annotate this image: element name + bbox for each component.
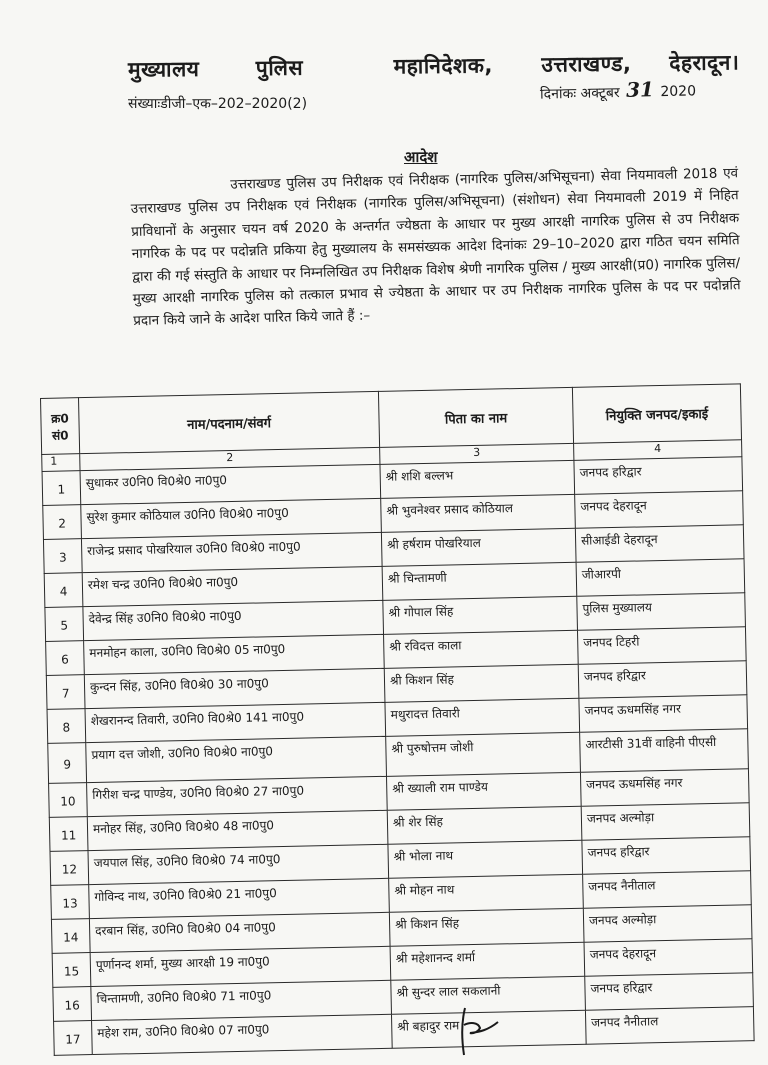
father-cell: श्री रविदत्त काला: [384, 630, 579, 668]
father-cell: श्री गोपाल सिंह: [383, 596, 578, 634]
serial-cell: 5: [45, 607, 84, 642]
column-number: 1: [42, 454, 80, 472]
serial-cell: 1: [42, 471, 81, 506]
title-part: मुख्यालय: [127, 56, 200, 82]
name-cell: राजेन्द्र प्रसाद पोखरियाल उ0नि0 वि0श्रे0 ना0पु0: [81, 532, 382, 572]
father-cell: श्री शेर सिंह: [387, 806, 582, 844]
father-cell: श्री बहादुर राम: [391, 1010, 586, 1048]
serial-cell: 2: [43, 505, 82, 540]
name-cell: शेखरानन्द तिवारी, उ0नि0 वि0श्रे0 141 ना0पु0: [85, 702, 386, 742]
father-cell: श्री शशि बल्लभ: [380, 460, 575, 498]
posting-cell: आरटीसी 31वीं वाहिनी पीएसी: [580, 729, 749, 773]
serial-cell: 4: [44, 573, 83, 608]
posting-cell: जनपद हरिद्वार: [574, 457, 743, 495]
serial-cell: 7: [46, 675, 85, 710]
father-cell: मथुरादत्त तिवारी: [385, 698, 580, 736]
title-part: पुलिस: [255, 55, 304, 81]
name-cell: देवेन्द्र सिंह उ0नि0 वि0श्रे0 ना0पु0: [83, 600, 384, 640]
father-cell: श्री किशन सिंह: [389, 908, 584, 946]
name-cell: प्रयाग दत्त जोशी, उ0नि0 वि0श्रे0 ना0पु0: [86, 736, 387, 782]
date-day: 31: [625, 77, 655, 102]
name-cell: मनोहर सिंह, उ0नि0 वि0श्रे0 48 ना0पु0: [87, 810, 388, 850]
posting-cell: जनपद देहरादून: [584, 939, 753, 977]
serial-cell: 13: [51, 885, 90, 920]
order-date: [540, 76, 696, 103]
order-body: [130, 162, 741, 333]
name-cell: महेश राम, उ0नि0 वि0श्रे0 07 ना0पु0: [92, 1014, 393, 1054]
serial-cell: 12: [50, 851, 89, 886]
posting-cell: जनपद देहरादून: [575, 491, 744, 529]
serial-cell: 14: [51, 919, 90, 954]
name-cell: दरबान सिंह, उ0नि0 वि0श्रे0 04 ना0पु0: [89, 912, 390, 952]
father-cell: श्री किशन सिंह: [384, 664, 579, 702]
title-part: महानिदेशक,: [393, 53, 494, 79]
name-cell: मनमोहन काला, उ0नि0 वि0श्रे0 05 ना0पु0: [84, 634, 385, 674]
father-cell: श्री ख्याली राम पाण्डेय: [386, 772, 581, 810]
name-cell: चिन्तामणी, उ0नि0 वि0श्रे0 71 ना0पु0: [91, 980, 392, 1020]
header-name: नाम/पदनाम/संवर्ग: [79, 391, 380, 453]
father-cell: श्री मोहन नाथ: [389, 874, 584, 912]
name-cell: सुरेश कुमार कोठियाल उ0नि0 वि0श्रे0 ना0पु0: [81, 498, 382, 538]
date-label: दिनांकः अक्टूबर: [539, 84, 620, 103]
father-cell: श्री भुवनेश्वर प्रसाद कोठियाल: [381, 494, 576, 532]
order-paragraph: उत्तराखण्ड पुलिस उप निरीक्षक एवं निरीक्षक (नागरिक पुलिस/अभिसूचना) सेवा नियमावली 2018 एवं उत्तराखण्ड पुलिस उप निरीक्षक एवं निरीक्षक (नागरिक पुलिस/अभिसूचना) (संशोधन) सेवा नियमावली 2019 में निहित प्राविधानों के अनुसार चयन वर्ष 2020 के अन्तर्गत ज्येष्ठता के आधार पर मुख्य आरक्षी नागरिक पुलिस से उप निरीक्षक नागरिक के पद पर पदोन्नति प्रकिया हेतु मुख्यालय के समसंख्यक आदेश दिनांकः 29–10–2020 द्वारा गठित चयन समिति द्वारा की गई संस्तुति के आधार पर निम्नलिखित उप निरीक्षक विशेष श्रेणी नागरिक पुलिस / मुख्य आरक्षी(प्र0) नागरिक पुलिस/मुख्य आरक्षी नागरिक पुलिस को तत्काल प्रभाव से ज्येष्ठता के आधार पर उप निरीक्षक नागरिक पुलिस के पद पर पदोन्नति प्रदान किये जाने के आदेश पारित किये जाते हैं :–: [130, 165, 741, 330]
father-cell: श्री पुरुषोत्तम जोशी: [386, 732, 581, 776]
posting-cell: पुलिस मुख्यालय: [577, 593, 746, 631]
name-cell: रमेश चन्द्र उ0नि0 वि0श्रे0 ना0पु0: [82, 566, 383, 606]
serial-cell: 6: [46, 641, 85, 676]
posting-cell: जनपद हरिद्वार: [585, 973, 754, 1011]
column-number: 4: [574, 440, 742, 461]
name-cell: जयपाल सिंह, उ0नि0 वि0श्रे0 74 ना0पु0: [88, 844, 389, 884]
column-number: 3: [380, 443, 574, 464]
name-cell: सुधाकर उ0नि0 वि0श्रे0 ना0पु0: [80, 464, 381, 504]
date-year: 2020: [660, 83, 697, 101]
serial-cell: 15: [52, 953, 91, 988]
serial-cell: 10: [49, 783, 88, 818]
posting-cell: जनपद हरिद्वार: [578, 661, 747, 699]
posting-cell: जनपद ऊधमसिंह नगर: [579, 695, 748, 733]
promotion-table-wrapper: [40, 383, 754, 1056]
father-cell: श्री महेशानन्द शर्मा: [390, 942, 585, 980]
serial-cell: 17: [54, 1021, 93, 1056]
posting-cell: जनपद ऊधमसिंह नगर: [580, 769, 749, 807]
father-cell: श्री चिन्तामणी: [382, 562, 577, 600]
posting-cell: जनपद अल्मोड़ा: [583, 905, 752, 943]
name-cell: कुन्दन सिंह, उ0नि0 वि0श्रे0 30 ना0पु0: [84, 668, 385, 708]
order-heading: आदेश: [404, 148, 438, 166]
header-posting: नियुक्ति जनपद/इकाई: [572, 384, 741, 444]
promotion-table: [40, 383, 755, 1056]
father-cell: श्री भोला नाथ: [388, 840, 583, 878]
posting-cell: जीआरपी: [576, 559, 745, 597]
header-father: पिता का नाम: [378, 387, 573, 447]
table-body: [42, 457, 754, 1056]
serial-cell: 16: [53, 987, 92, 1022]
column-number: 2: [80, 447, 380, 470]
serial-cell: 11: [49, 817, 88, 852]
posting-cell: सीआईडी देहरादून: [575, 525, 744, 563]
name-cell: गिरीश चन्द्र पाण्डेय, उ0नि0 वि0श्रे0 27 ना0पु0: [87, 776, 388, 816]
posting-cell: जनपद नैनीताल: [583, 871, 752, 909]
signature-mark: [440, 1000, 530, 1060]
reference-number: संख्याःडीजी–एक–202–2020(2): [128, 96, 308, 112]
posting-cell: जनपद नैनीताल: [585, 1007, 754, 1045]
serial-cell: 3: [43, 539, 82, 574]
posting-cell: जनपद टिहरी: [577, 627, 746, 665]
father-cell: श्री सुन्दर लाल सकलानी: [391, 976, 586, 1014]
serial-cell: 9: [48, 743, 87, 784]
posting-cell: जनपद हरिद्वार: [582, 837, 751, 875]
serial-cell: 8: [47, 709, 86, 744]
father-cell: श्री हर्षराम पोखरियाल: [381, 528, 576, 566]
name-cell: पूर्णानन्द शर्मा, मुख्य आरक्षी 19 ना0पु0: [90, 946, 391, 986]
title-part: देहरादून।: [669, 50, 740, 76]
title-part: उत्तराखण्ड,: [541, 51, 632, 77]
name-cell: गोविन्द नाथ, उ0नि0 वि0श्रे0 21 ना0पु0: [89, 878, 390, 918]
header-serial: क्र0 सं0: [41, 398, 80, 455]
posting-cell: जनपद अल्मोड़ा: [581, 803, 750, 841]
